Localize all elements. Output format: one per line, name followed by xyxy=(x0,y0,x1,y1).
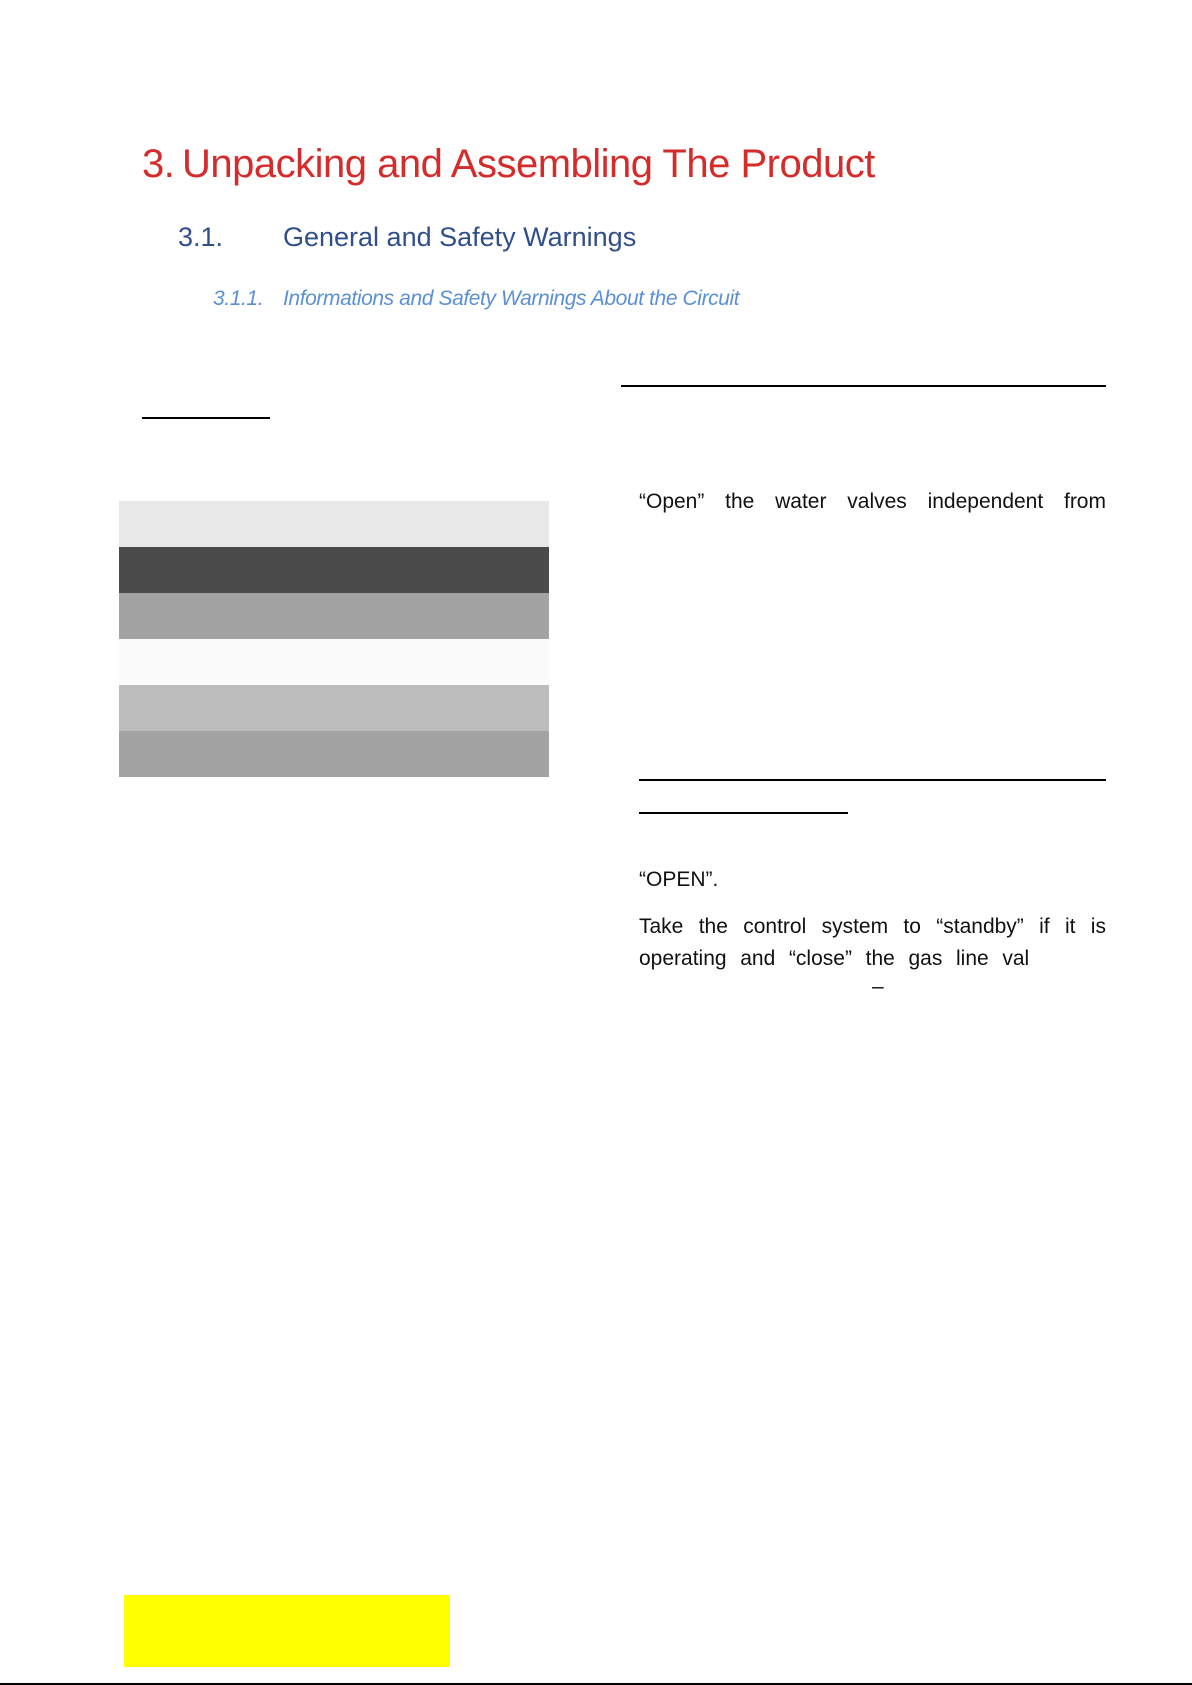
word: to xyxy=(903,915,921,938)
word: the xyxy=(725,490,755,513)
word: control xyxy=(743,915,807,938)
highlight-box xyxy=(124,1595,450,1667)
underline-rule xyxy=(621,385,1106,387)
word: the xyxy=(698,915,728,938)
underline-rule xyxy=(639,779,1106,781)
table xyxy=(119,501,549,777)
word: if xyxy=(1039,915,1050,938)
table-row xyxy=(119,547,549,593)
section-heading xyxy=(178,222,636,253)
word: independent xyxy=(927,490,1044,513)
word: water xyxy=(775,490,827,513)
word: it xyxy=(1064,915,1076,938)
subsection-title: Informations and Safety Warnings About the Circuit xyxy=(283,287,740,310)
underline-rule xyxy=(142,417,270,419)
section-title: General and Safety Warnings xyxy=(283,222,637,252)
dash-mark: – xyxy=(872,975,884,998)
chapter-title: Unpacking and Assembling The Product xyxy=(182,142,875,186)
chapter-heading xyxy=(142,142,875,187)
paragraph-line: operating and “close” the gas line val xyxy=(639,947,1030,970)
table-row xyxy=(119,685,549,731)
word: valves xyxy=(847,490,907,513)
table-row xyxy=(119,731,549,777)
subsection-heading xyxy=(213,287,739,311)
word: Take xyxy=(639,915,684,938)
word: is xyxy=(1090,915,1106,938)
chapter-number: 3. xyxy=(142,142,175,186)
paragraph-line xyxy=(639,915,1106,939)
paragraph-line: “OPEN”. xyxy=(639,868,719,891)
table-row xyxy=(119,593,549,639)
table-row xyxy=(119,501,549,547)
word: “standby” xyxy=(936,915,1024,938)
word: from xyxy=(1063,490,1106,513)
table-row xyxy=(119,639,549,685)
word: system xyxy=(821,915,889,938)
underline-rule xyxy=(639,812,848,814)
section-number: 3.1. xyxy=(178,222,224,252)
word: “Open” xyxy=(639,490,705,513)
paragraph-line xyxy=(639,490,1106,514)
subsection-number: 3.1.1. xyxy=(213,287,264,310)
